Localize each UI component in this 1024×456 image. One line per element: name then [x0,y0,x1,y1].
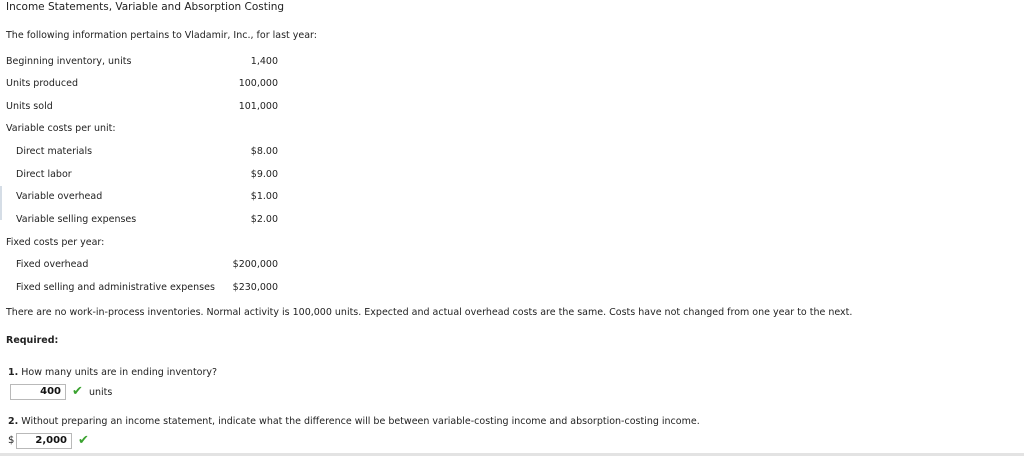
data-row-variable-overhead [6,191,278,207]
required-heading: Required: [6,335,59,346]
answer-1-unit: units [89,387,113,398]
section-label: Fixed costs per year: [6,237,105,248]
section-fixed-costs [6,237,278,253]
section-label: Variable costs per unit: [6,123,116,134]
question-text: How many units are in ending inventory? [21,367,218,378]
answer-1-input[interactable]: 400 [10,384,66,400]
row-value: $230,000 [232,282,278,293]
answer-2-input[interactable]: 2,000 [16,433,72,449]
check-icon: ✔ [72,384,83,399]
question-text: Without preparing an income statement, indicate what the difference will be between variable-costing income and absorption-costing income. [21,416,700,427]
row-label: Beginning inventory, units [6,56,132,67]
row-value: $200,000 [232,259,278,270]
row-label: Direct labor [16,169,72,180]
problem-paragraph: There are no work-in-process inventories. Normal activity is 100,000 units. Expected and actual overhead costs are the same. Costs have not changed from one year to the next. [6,307,853,318]
row-label: Variable overhead [16,191,103,202]
answer-2-dollar-sign: $ [8,435,15,446]
data-row-direct-labor [6,169,278,185]
check-icon: ✔ [78,433,89,448]
row-label: Direct materials [16,146,93,157]
page-title: Income Statements, Variable and Absorption Costing [6,1,285,13]
row-label: Fixed selling and administrative expenses [16,282,215,293]
intro-text: The following information pertains to Vladamir, Inc., for last year: [6,30,317,41]
row-value: 100,000 [238,78,278,89]
row-label: Units sold [6,101,53,112]
data-row-fixed-overhead [6,259,278,275]
row-value: $8.00 [250,146,278,157]
data-row-fixed-selling-admin [6,282,278,298]
data-row-units-sold [6,101,278,117]
left-scroll-accent [0,186,2,220]
question-number: 2. [8,416,19,427]
row-label: Variable selling expenses [16,214,137,225]
row-value: 1,400 [250,56,278,67]
data-row-direct-materials [6,146,278,162]
question-number: 1. [8,367,19,378]
row-label: Fixed overhead [16,259,89,270]
question-1 [8,367,217,378]
question-2 [8,416,700,427]
data-row-units-produced [6,78,278,94]
data-row-beginning-inventory [6,56,278,72]
section-variable-costs [6,123,278,139]
row-value: $9.00 [250,169,278,180]
data-row-variable-selling [6,214,278,230]
row-value: $2.00 [250,214,278,225]
row-value: $1.00 [250,191,278,202]
row-label: Units produced [6,78,78,89]
row-value: 101,000 [238,101,278,112]
